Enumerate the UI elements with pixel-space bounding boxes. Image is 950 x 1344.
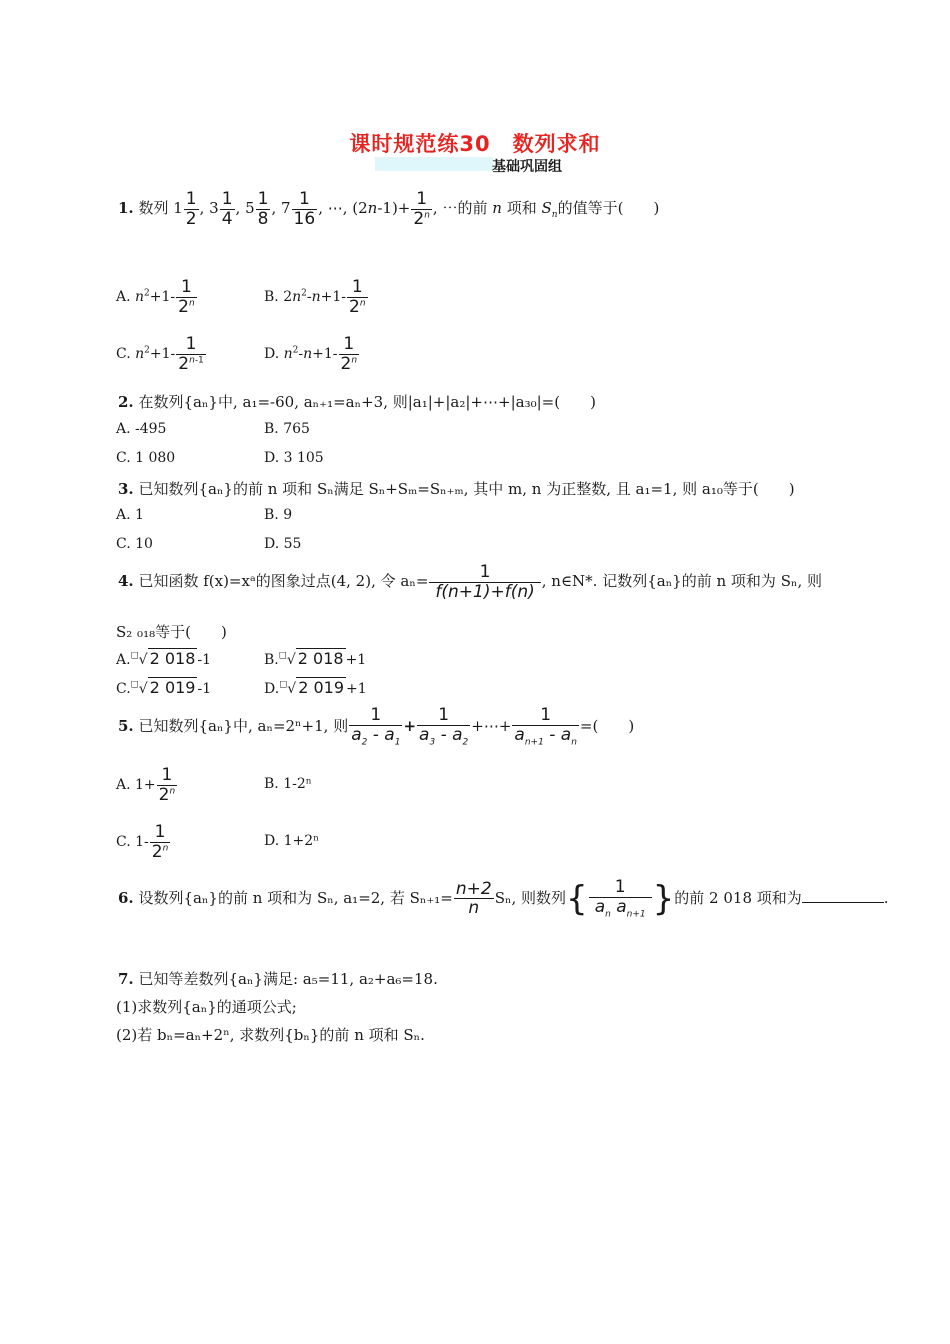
- question-4-option-a[interactable]: A.☐√ 2 018 -1: [116, 649, 212, 668]
- question-2-stem: 2. 在数列{aₙ}中, a₁=-60, aₙ₊₁=aₙ+3, 则|a₁|+|a₂|+⋯+|a₃₀|=( ): [118, 393, 596, 411]
- question-3-option-c[interactable]: C. 10: [116, 536, 153, 552]
- question-3-option-d[interactable]: D. 55: [264, 536, 302, 552]
- page-title: 课时规范练30 数列求和: [349, 132, 601, 156]
- question-2-option-b[interactable]: B. 765: [264, 421, 310, 437]
- question-5-option-d[interactable]: D. 1+2ⁿ: [264, 833, 320, 849]
- question-5-option-b[interactable]: B. 1-2ⁿ: [264, 776, 312, 792]
- question-1-stem: 1. 数列 1 $\frac{1}{2}$ , 3 $\frac{1}{4}$ , 5 $\frac{1}{8}$ , 7 $\frac{1}{16}$ , ⋯, (2n-1)+ $\frac{1}{2^n}$ , ⋯的前 n 项和 $S_n$的值等于( ): [118, 189, 660, 229]
- question-4-option-c[interactable]: C.☐√ 2 019 -1: [116, 678, 212, 697]
- question-5-option-a[interactable]: A. 1+ $\frac{1}{2^n}$: [116, 765, 176, 805]
- question-3-option-b[interactable]: B. 9: [264, 507, 293, 523]
- question-4-stem-continued: S₂ ₀₁₈等于( ): [116, 623, 227, 641]
- question-4-stem: 4. 已知函数 f(x)=xᵃ的图象过点(4, 2), 令 aₙ= $\frac{1}{f(n+1)+f(n)}$ , n∈N*. 记数列{aₙ}的前 n 项和为 Sₙ, 则: [118, 562, 822, 602]
- question-4-option-d[interactable]: D.☐√ 2 019 +1: [264, 678, 367, 697]
- question-2-option-d[interactable]: D. 3 105: [264, 450, 324, 466]
- question-1-option-a[interactable]: A. $n^2+1-$ $\frac{1}{2^n}$: [116, 277, 195, 317]
- question-2-option-a[interactable]: A. -495: [116, 421, 167, 437]
- question-3-option-a[interactable]: A. 1: [116, 507, 144, 523]
- subtitle-band: [375, 157, 493, 171]
- question-6-stem: 6. 设数列{aₙ}的前 n 项和为 Sₙ, a₁=2, 若 Sₙ₊₁= $\frac{n+2}{n}$ Sₙ, 则数列{ $\frac{1}{a_n a_{n+1}}$ }的前 2 018 项和为 .: [118, 877, 889, 920]
- question-1-option-c[interactable]: C. $n^2+1-$ $\frac{1}{2^{n-1}}$: [116, 334, 204, 374]
- question-1-option-b[interactable]: B. $2n^2-n+1-$ $\frac{1}{2^n}$: [264, 277, 366, 317]
- question-3-stem: 3. 已知数列{aₙ}的前 n 项和 Sₙ满足 Sₙ+Sₘ=Sₙ₊ₘ, 其中 m, n 为正整数, 且 a₁=1, 则 a₁₀等于( ): [118, 480, 795, 498]
- question-5-stem: 5. 已知数列{aₙ}中, aₙ=2ⁿ+1, 则 $\frac{1}{a_2 - a_1}$ + $\frac{1}{a_3 - a_2}$ +⋯+ $\frac{1}{a_{n+1} - a_n}$ =( ): [118, 705, 635, 748]
- question-7-part-2: (2)若 bₙ=aₙ+2ⁿ, 求数列{bₙ}的前 n 项和 Sₙ.: [116, 1026, 425, 1044]
- question-2-option-c[interactable]: C. 1 080: [116, 450, 176, 466]
- answer-blank[interactable]: [802, 890, 884, 903]
- question-7-stem: 7. 已知等差数列{aₙ}满足: a₅=11, a₂+a₆=18.: [118, 970, 438, 988]
- question-5-option-c[interactable]: C. 1- $\frac{1}{2^n}$: [116, 822, 169, 862]
- question-4-option-b[interactable]: B.☐√ 2 018 +1: [264, 649, 367, 668]
- question-7-part-1: (1)求数列{aₙ}的通项公式;: [116, 998, 297, 1016]
- section-subtitle: 基础巩固组: [492, 159, 562, 175]
- question-1-option-d[interactable]: D. $n^2-n+1-$ $\frac{1}{2^n}$: [264, 334, 358, 374]
